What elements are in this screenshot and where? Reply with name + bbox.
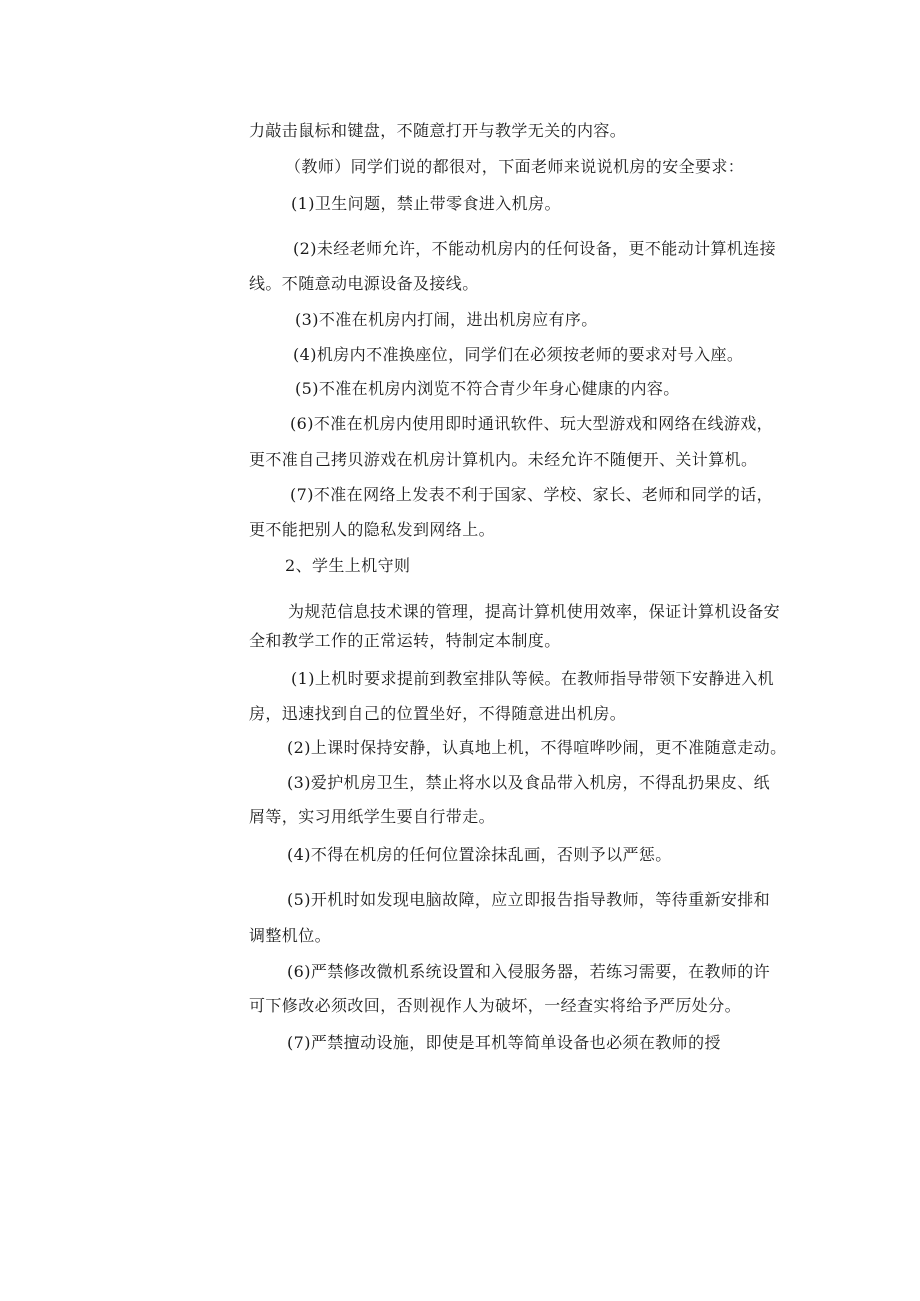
text-line: (2)上课时保持安静，认真地上机，不得喧哗吵闹，更不准随意走动。	[287, 738, 787, 757]
text-line: (5)不准在机房内浏览不符合青少年身心健康的内容。	[295, 379, 680, 398]
text-line: (6)严禁修改微机系统设置和入侵服务器，若练习需要，在教师的许	[287, 962, 771, 981]
text-line: （教师）同学们说的都很对，下面老师来说说机房的安全要求：	[285, 157, 745, 176]
text-line: 全和教学工作的正常运转，特制定本制度。	[249, 631, 561, 650]
text-line: (5)开机时如发现电脑故障，应立即报告指导教师，等待重新安排和	[287, 890, 771, 909]
text-line: 调整机位。	[249, 926, 332, 945]
text-line: (1)上机时要求提前到教室排队等候。在教师指导带领下安静进入机	[291, 669, 775, 688]
text-line: 为规范信息技术课的管理，提高计算机使用效率，保证计算机设备安	[288, 602, 781, 621]
text-line: (3)不准在机房内打闹，进出机房应有序。	[295, 310, 598, 329]
text-line: 更不能把别人的隐私发到网络上。	[249, 520, 496, 539]
text-line: 屑等，实习用纸学生要自行带走。	[249, 807, 496, 826]
text-line: (3)爱护机房卫生，禁止将水以及食品带入机房，不得乱扔果皮、纸	[287, 773, 771, 792]
text-line: 更不准自己拷贝游戏在机房计算机内。未经允许不随便开、关计算机。	[249, 450, 758, 469]
text-line: (4)机房内不准换座位，同学们在必须按老师的要求对号入座。	[293, 345, 744, 364]
text-line: 房，迅速找到自己的位置坐好，不得随意进出机房。	[249, 704, 627, 723]
text-line: 力敲击鼠标和键盘，不随意打开与教学无关的内容。	[249, 121, 627, 140]
text-line: (2)未经老师允许，不能动机房内的任何设备，更不能动计算机连接	[293, 239, 777, 258]
text-line: (1)卫生问题，禁止带零食进入机房。	[291, 194, 561, 213]
section-heading: 2、学生上机守则	[285, 556, 411, 575]
text-line: 线。不随意动电源设备及接线。	[249, 274, 479, 293]
text-line: (4)不得在机房的任何位置涂抹乱画，否则予以严惩。	[287, 845, 672, 864]
text-line: 可下修改必须改回，否则视作人为破坏，一经查实将给予严厉处分。	[249, 996, 742, 1015]
text-line: (6)不准在机房内使用即时通讯软件、玩大型游戏和网络在线游戏，	[290, 414, 774, 433]
text-line: (7)不准在网络上发表不利于国家、学校、家长、老师和同学的话，	[290, 485, 774, 504]
text-line: (7)严禁擅动设施，即使是耳机等简单设备也必须在教师的授	[287, 1033, 721, 1052]
